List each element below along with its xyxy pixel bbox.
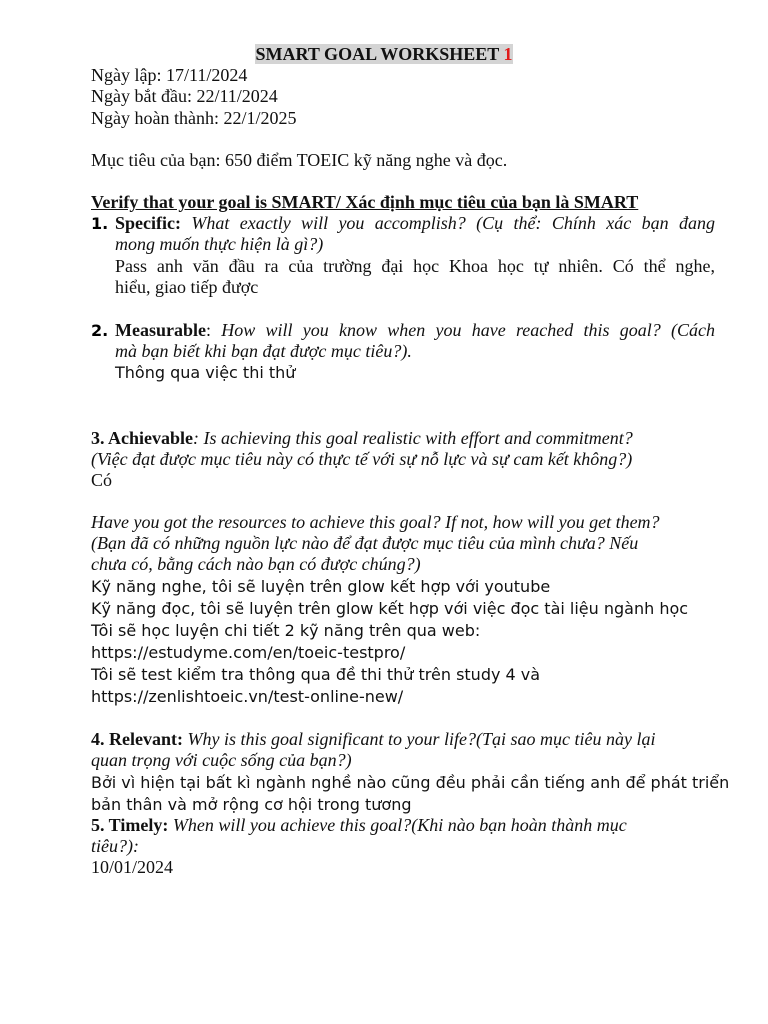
relevant-answer-2: bản thân và mở rộng cơ hội trong tương xyxy=(91,795,412,814)
achievable-question-line-1 xyxy=(91,428,633,449)
date-created: Ngày lập: 17/11/2024 xyxy=(91,65,248,85)
specific-answer-1: Pass anh văn đầu ra của trường đại học Khoa học tự nhiên. Có thể nghe, xyxy=(115,256,715,276)
worksheet-title xyxy=(0,44,768,65)
achievable-question-2: (Việc đạt được mục tiêu này có thực tế với sự nỗ lực và sự cam kết không?) xyxy=(91,449,633,469)
measurable-number: 2. xyxy=(91,321,109,340)
verify-heading: Verify that your goal is SMART/ Xác định mục tiêu của bạn là SMART xyxy=(91,192,639,212)
specific-question-1: What exactly will you accomplish? (Cụ thể: Chính xác bạn đang xyxy=(191,213,716,233)
measurable-question-2: mà bạn biết khi bạn đạt được mục tiêu?). xyxy=(115,341,412,361)
relevant-question-line-1 xyxy=(91,729,655,750)
specific-number: 1. xyxy=(91,214,109,233)
achievable-answer-1: Có xyxy=(91,470,113,490)
achievable-resource-link-1: https://estudyme.com/en/toeic-testpro/ xyxy=(91,643,406,662)
achievable-question-5: chưa có, bằng cách nào bạn có được chúng?) xyxy=(91,554,421,574)
date-start: Ngày bắt đầu: 22/11/2024 xyxy=(91,86,278,106)
achievable-resource-link-2: https://zenlishtoeic.vn/test-online-new/ xyxy=(91,687,404,706)
specific-question-line-1 xyxy=(115,213,715,234)
relevant-question-1: Why is this goal significant to your life?(Tại sao mục tiêu này lại xyxy=(187,729,656,749)
measurable-question-1: How will you know when you have reached this goal? (Cách xyxy=(221,320,715,340)
title-text: SMART GOAL WORKSHEET xyxy=(255,44,499,64)
achievable-resource-3: Tôi sẽ học luyện chi tiết 2 kỹ năng trên qua web: xyxy=(91,621,481,640)
measurable-answer-1: Thông qua việc thi thử xyxy=(115,363,296,382)
timely-answer-1: 10/01/2024 xyxy=(91,857,174,877)
achievable-resource-5: Tôi sẽ test kiểm tra thông qua đề thi thử trên study 4 và xyxy=(91,665,541,684)
relevant-answer-1: Bởi vì hiện tại bất kì ngành nghề nào cũng đều phải cần tiếng anh để phát triển xyxy=(91,773,730,792)
title-highlight xyxy=(255,44,514,64)
relevant-question-2: quan trọng với cuộc sống của bạn?) xyxy=(91,750,352,770)
timely-question-1: When will you achieve this goal?(Khi nào bạn hoàn thành mục xyxy=(172,815,627,835)
measurable-label: Measurable xyxy=(115,320,206,340)
achievable-label: 3. Achievable xyxy=(91,428,193,448)
timely-question-2: tiêu?): xyxy=(91,836,139,856)
measurable-question-line-1 xyxy=(115,320,715,341)
goal-statement: Mục tiêu của bạn: 650 điểm TOEIC kỹ năng nghe và đọc. xyxy=(91,150,508,170)
timely-label: 5. Timely: xyxy=(91,815,169,835)
specific-answer-2: hiểu, giao tiếp được xyxy=(115,277,259,297)
date-end: Ngày hoàn thành: 22/1/2025 xyxy=(91,108,297,128)
timely-question-line-1 xyxy=(91,815,627,836)
achievable-question-3: Have you got the resources to achieve this goal? If not, how will you get them? xyxy=(91,512,660,532)
relevant-label: 4. Relevant: xyxy=(91,729,183,749)
achievable-resource-1: Kỹ năng nghe, tôi sẽ luyện trên glow kết hợp với youtube xyxy=(91,577,551,596)
measurable-colon: : xyxy=(205,320,211,340)
achievable-resource-2: Kỹ năng đọc, tôi sẽ luyện trên glow kết hợp với việc đọc tài liệu ngành học xyxy=(91,599,689,618)
specific-question-2: mong muốn thực hiện là gì?) xyxy=(115,234,324,254)
achievable-question-1: : Is achieving this goal realistic with effort and commitment? xyxy=(193,428,633,448)
title-number: 1 xyxy=(503,44,513,64)
achievable-question-4: (Bạn đã có những nguồn lực nào để đạt được mục tiêu của mình chưa? Nếu xyxy=(91,533,639,553)
specific-label: Specific: xyxy=(115,213,181,233)
